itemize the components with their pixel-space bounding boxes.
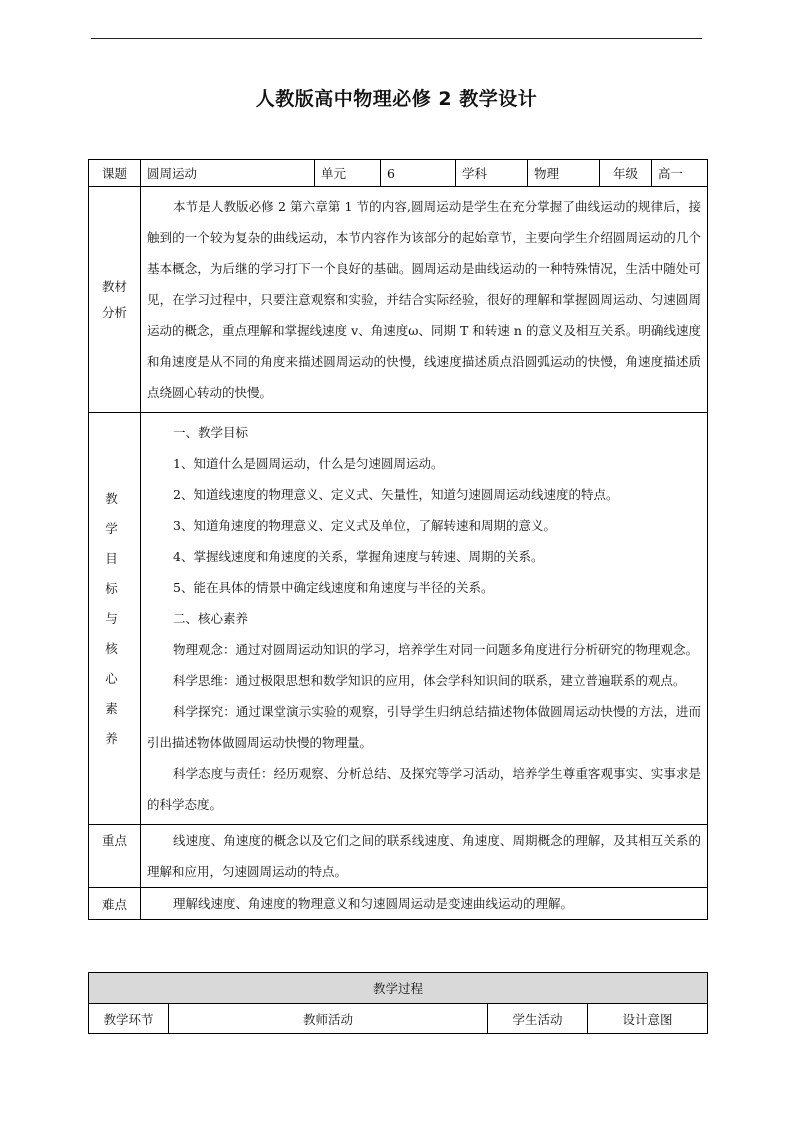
goal-item: 4、掌握线速度和角速度的关系，掌握角速度与转速、周期的关系。: [173, 549, 544, 564]
lesson-info-table: [88, 159, 708, 920]
column-header: 教师活动: [169, 1004, 488, 1034]
material-label: [89, 187, 141, 413]
key-points-paragraph: 线速度、角速度的概念以及它们之间的联系线速度、角速度、周期概念的理解，及其相互关系的理解和应用，匀速圆周运动的特点。: [147, 833, 701, 879]
goals-label-line: 目 标: [105, 550, 132, 596]
key-points-text: [141, 825, 708, 888]
material-text: [141, 187, 708, 413]
goal-item: 5、能在具体的情景中确定线速度和角速度与半径的关系。: [173, 580, 494, 595]
difficulties-row: [89, 888, 708, 920]
grade-value: 高一: [652, 160, 708, 187]
teaching-process-table: [88, 972, 708, 1034]
topic-value: 圆周运动: [141, 160, 315, 187]
material-row: [89, 187, 708, 413]
literacy-item: 科学思维：通过极限思想和数学知识的应用，体会学科知识间的联系，建立普遍联系的观点。: [173, 673, 686, 688]
unit-label: 单元: [315, 160, 381, 187]
column-header: 设计意图: [588, 1004, 708, 1034]
key-points-label: 重点: [89, 825, 141, 888]
subject-value: 物理: [528, 160, 600, 187]
goals-heading: 一、教学目标: [173, 425, 249, 440]
goals-label-line: 养: [105, 730, 132, 746]
grade-label: 年级: [600, 160, 652, 187]
goals-label-line: 教 学: [105, 490, 132, 536]
goals-text: [141, 413, 708, 825]
column-header: 教学环节: [89, 1004, 169, 1034]
subject-label: 学科: [456, 160, 528, 187]
difficulties-label: 难点: [89, 888, 141, 920]
literacy-heading: 二、核心素养: [173, 611, 249, 626]
material-label-line: 教材: [101, 278, 127, 294]
info-row: [89, 160, 708, 187]
topic-label: 课题: [89, 160, 141, 187]
key-points-row: [89, 825, 708, 888]
page-title: 人教版高中物理必修 2 教学设计: [255, 88, 538, 110]
goal-item: 2、知道线速度的物理意义、定义式、矢量性，知道匀速圆周运动线速度的特点。: [173, 487, 619, 502]
material-label-line: 分析: [101, 304, 127, 320]
goals-label-line: 心 素: [105, 670, 132, 716]
material-paragraph: 本节是人教版必修 2 第六章第 1 节的内容,圆周运动是学生在充分掌握了曲线运动的规律后，接触到的一个较为复杂的曲线运动，本节内容作为该部分的起始章节，主要向学生介绍圆周运动的几个基本概念，为后继的学习打下一个良好的基础。圆周运动是曲线运动的一种特殊情况，生活中随处可见，在学习过程中，只要注意观察和实验，并结合实际经验，很好的理解和掌握圆周运动、匀速圆周运动的概念，重点理解和掌握线速度 v、角速度ω、同期 T 和转速 n 的意义及相互关系。明确线速度和角速度是从不同的角度来描述圆周运动的快慢，线速度描述质点沿圆弧运动的快慢，角速度描述质点绕圆心转动的快慢。: [147, 199, 701, 400]
goal-item: 1、知道什么是圆周运动，什么是匀速圆周运动。: [173, 456, 444, 471]
process-header: 教学过程: [89, 973, 708, 1004]
top-rule: [91, 38, 702, 39]
literacy-item: 科学态度与责任：经历观察、分析总结、及探究等学习活动，培养学生尊重客观事实、实事求是的科学态度。: [147, 766, 701, 812]
difficulties-text: [141, 888, 708, 920]
difficulties-paragraph: 理解线速度、角速度的物理意义和匀速圆周运动是变速曲线运动的理解。: [173, 896, 574, 911]
process-columns-row: [89, 1004, 708, 1034]
goal-item: 3、知道角速度的物理意义、定义式及单位，了解转速和周期的意义。: [173, 518, 556, 533]
goals-label: [89, 413, 141, 825]
literacy-item: 物理观念：通过对圆周运动知识的学习，培养学生对同一问题多角度进行分析研究的物理观念。: [173, 642, 699, 657]
unit-value: 6: [381, 160, 456, 187]
process-header-row: [89, 973, 708, 1004]
goals-label-line: 与 核: [105, 610, 132, 656]
goals-row: [89, 413, 708, 825]
literacy-item: 科学探究：通过课堂演示实验的观察，引导学生归纳总结描述物体做圆周运动快慢的方法，进而引出描述物体做圆周运动快慢的物理量。: [147, 704, 701, 750]
column-header: 学生活动: [488, 1004, 588, 1034]
